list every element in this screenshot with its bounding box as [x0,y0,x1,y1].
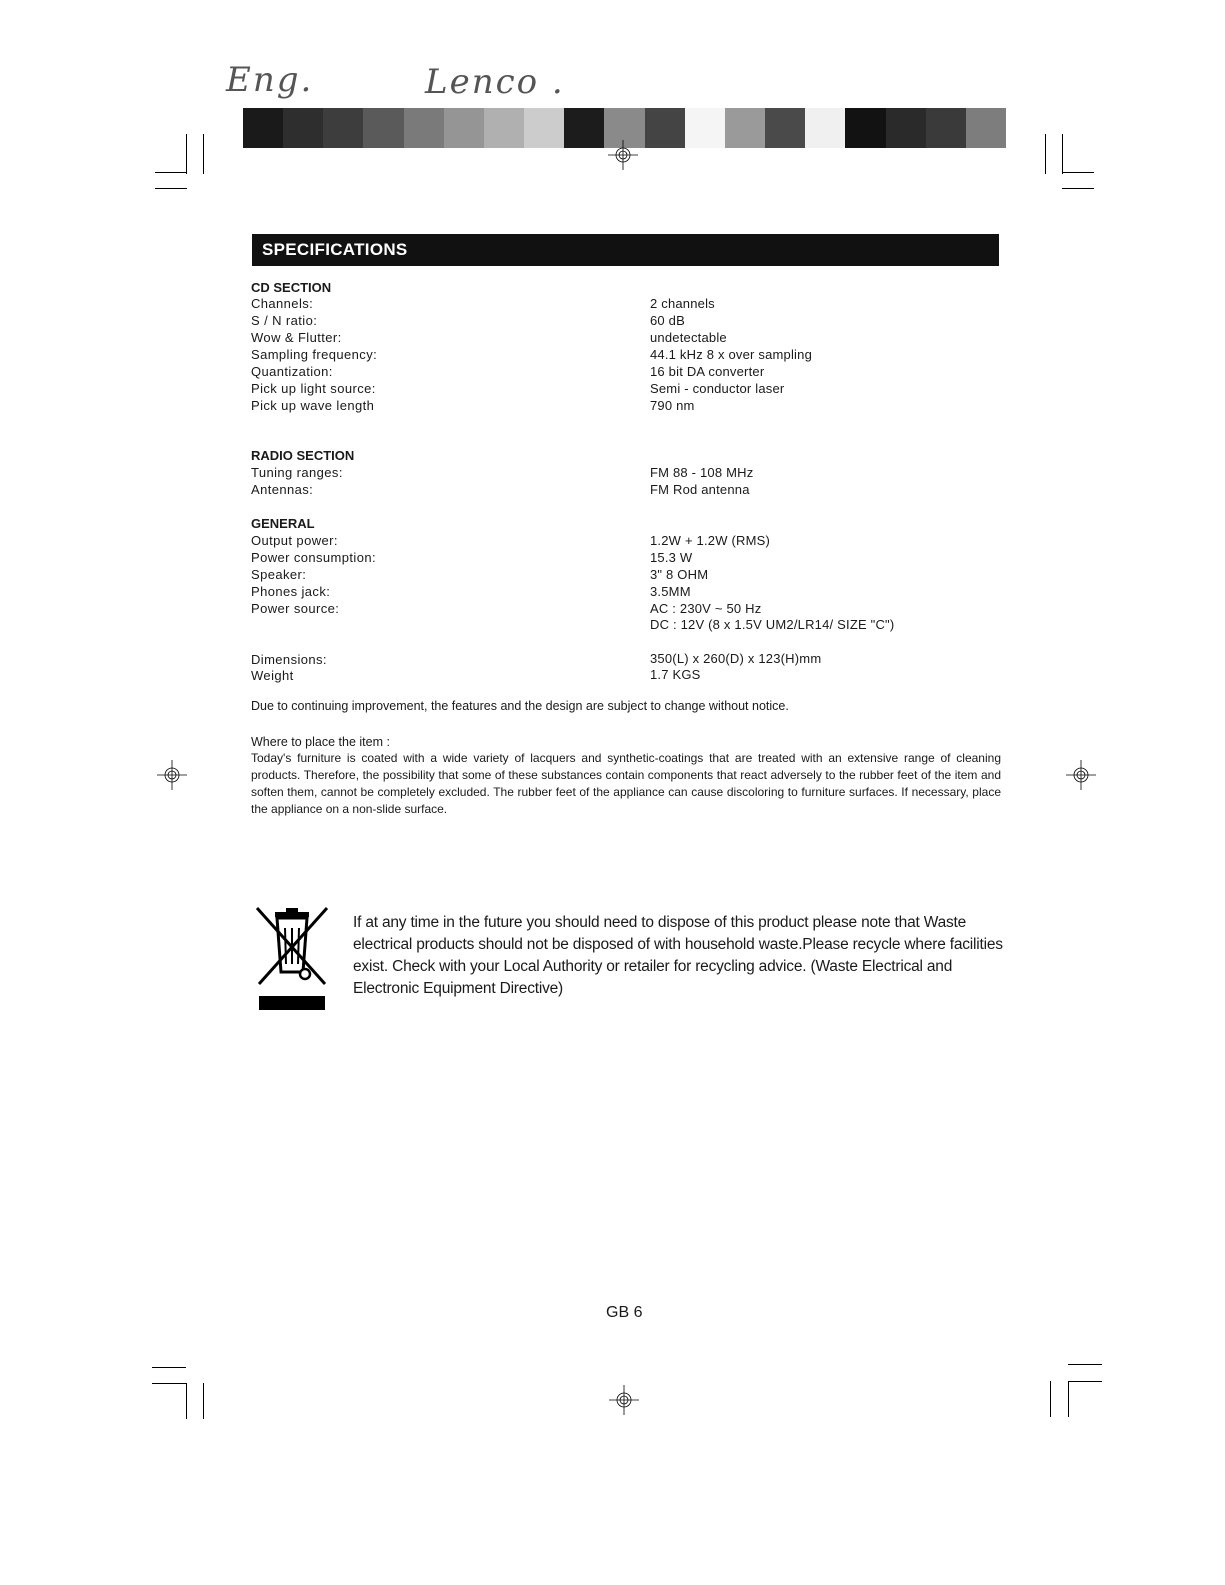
crop-mark [152,1367,186,1368]
change-notice: Due to continuing improvement, the features and the design are subject to change without notice. [251,699,789,713]
placement-text: Today's furniture is coated with a wide variety of lacquers and synthetic-coatings that are treated with an extensive range of cleaning products. Therefore, the possibility that some of these substances contain components that react adversely to the rubber feet of the item and soften them, cannot be completely excluded. The rubber feet of the appliance can cause discoloring to furniture surfaces. If necessary, place the appliance on a non-slide surface. [251,751,1001,816]
spec-value: 15.3 W [650,550,693,565]
spec-label: Power consumption: [251,550,376,565]
spec-value: 790 nm [650,398,695,413]
registration-mark-icon [608,140,638,170]
color-swatch [805,108,845,148]
crop-mark [1050,1381,1051,1417]
registration-mark-icon [609,1385,639,1415]
crop-mark [155,188,187,189]
color-swatch [685,108,725,148]
spec-label: Pick up light source: [251,381,376,396]
spec-value: 3.5MM [650,584,691,599]
crop-mark [1045,134,1046,174]
color-swatch [765,108,805,148]
crop-mark [203,1383,204,1419]
crop-mark [1068,1364,1102,1365]
spec-label: Phones jack: [251,584,331,599]
spec-label: Quantization: [251,364,333,379]
spec-label: Wow & Flutter: [251,330,342,345]
spec-label: S / N ratio: [251,313,318,328]
spec-label: Speaker: [251,567,307,582]
crossed-out-wheelie-bin-icon [253,904,331,1014]
spec-label: Weight [251,668,294,683]
color-swatch [323,108,363,148]
spec-label: Dimensions: [251,652,327,667]
cd-section-title: CD SECTION [251,280,332,295]
spec-label: Channels: [251,296,314,311]
crop-mark [155,172,187,173]
spec-value: undetectable [650,330,727,345]
spec-value: 3" 8 OHM [650,567,709,582]
spec-value: 350(L) x 260(D) x 123(H)mm [650,651,822,666]
general-section-title: GENERAL [251,516,315,531]
crop-mark [1062,188,1094,189]
color-swatch [886,108,926,148]
color-swatch [484,108,524,148]
spec-value: 2 channels [650,296,715,311]
spec-label: Power source: [251,601,340,616]
spec-value: 60 dB [650,313,685,328]
color-swatch [283,108,323,148]
handwritten-note-brand: Lenco . [425,62,565,102]
spec-label: Pick up wave length [251,398,375,413]
page-number: GB 6 [606,1304,643,1321]
spec-value: 44.1 kHz 8 x over sampling [650,347,812,362]
radio-section-title: RADIO SECTION [251,448,355,463]
color-swatch [564,108,604,148]
spec-value: Semi - conductor laser [650,381,785,396]
spec-value: FM Rod antenna [650,482,750,497]
weee-disposal-notice: If at any time in the future you should need to dispose of this product please note that Waste electrical products should not be disposed of with household waste.Please recycle where facilities exist. Check with your Local Authority or retailer for recycling advice. (Waste Electrical and Electronic Equipment Directive) [353,914,1003,997]
color-swatch [725,108,765,148]
color-swatch [444,108,484,148]
color-swatch [363,108,403,148]
handwritten-note-language: Eng. [226,60,314,100]
color-swatch [966,108,1006,148]
crop-mark [1062,172,1094,173]
spec-label: Tuning ranges: [251,465,343,480]
crop-mark [152,1383,186,1384]
spec-value: FM 88 - 108 MHz [650,465,754,480]
color-swatch [404,108,444,148]
color-swatch [845,108,885,148]
spec-value: 16 bit DA converter [650,364,765,379]
specifications-title: SPECIFICATIONS [262,240,408,259]
crop-mark [186,1383,187,1419]
crop-mark [1068,1381,1069,1417]
color-swatch [524,108,564,148]
registration-mark-icon [1066,760,1096,790]
color-swatch [926,108,966,148]
placement-title: Where to place the item : [251,735,390,749]
spec-value: AC : 230V ~ 50 Hz [650,601,762,616]
spec-label: Output power: [251,533,338,548]
crop-mark [203,134,204,174]
color-swatch [243,108,283,148]
crop-mark [1068,1381,1102,1382]
crop-mark [186,134,187,174]
spec-value-dc-power: DC : 12V (8 x 1.5V UM2/LR14/ SIZE "C") [650,617,895,632]
crop-mark [1062,134,1063,174]
spec-label: Sampling frequency: [251,347,378,362]
registration-mark-icon [157,760,187,790]
spec-value: 1.2W + 1.2W (RMS) [650,533,771,548]
spec-label: Antennas: [251,482,314,497]
color-swatch [645,108,685,148]
spec-value: 1.7 KGS [650,667,701,682]
